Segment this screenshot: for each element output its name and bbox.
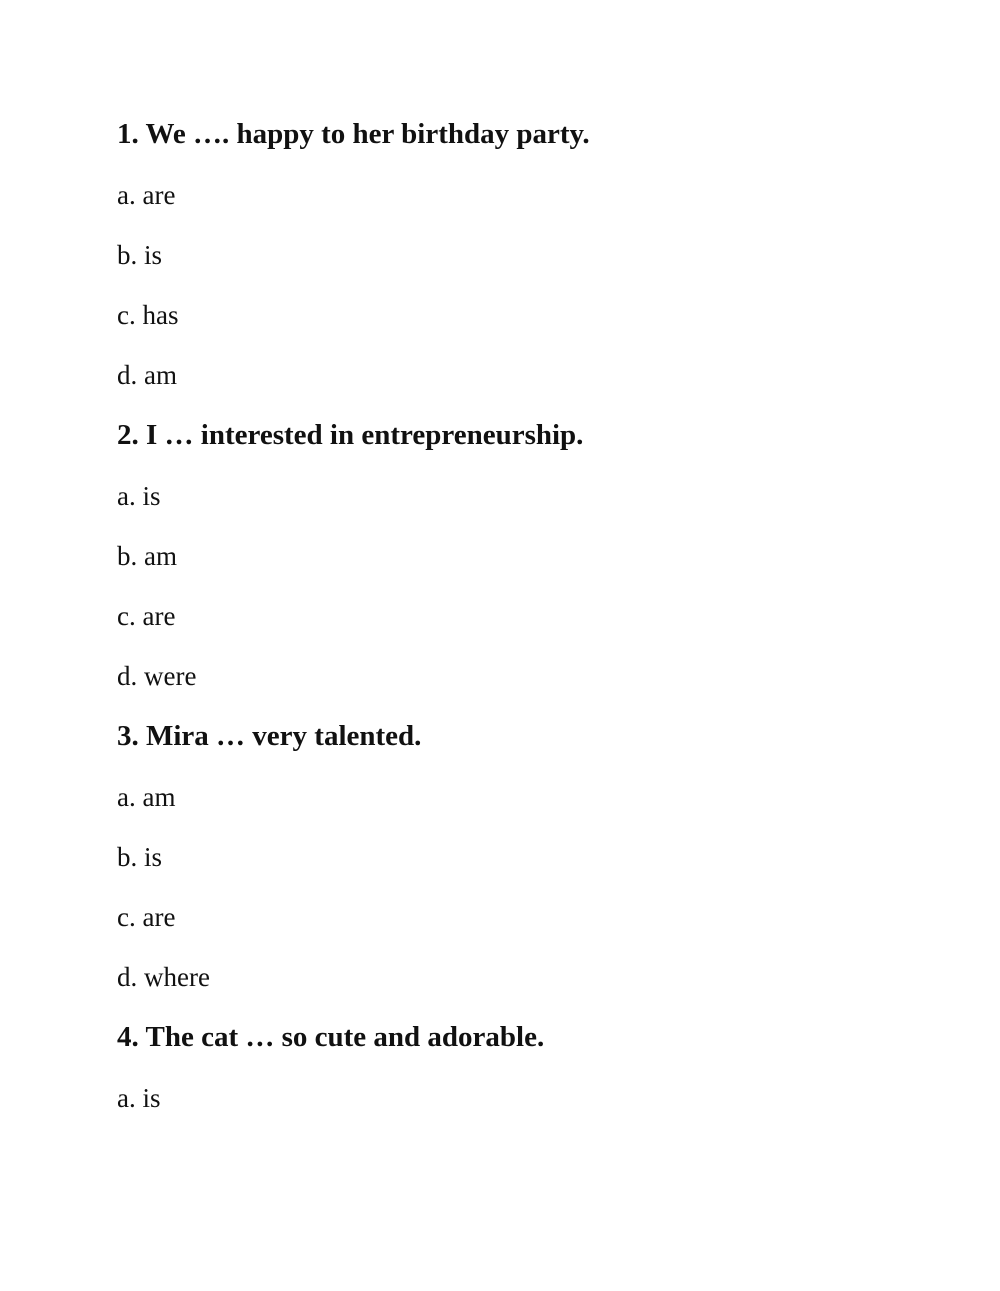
question-4-option-a: a. is bbox=[117, 1083, 161, 1113]
question-2-option-a: a. is bbox=[117, 481, 161, 511]
question-4: 4. The cat … so cute and adorable. bbox=[117, 1021, 545, 1053]
question-1-option-d: d. am bbox=[117, 360, 177, 390]
question-1: 1. We …. happy to her birthday party. bbox=[117, 118, 590, 150]
question-1-option-a: a. are bbox=[117, 180, 176, 210]
question-2: 2. I … interested in entrepreneurship. bbox=[117, 419, 584, 451]
question-2-option-c: c. are bbox=[117, 601, 176, 631]
question-3-option-d: d. where bbox=[117, 962, 210, 992]
question-1-option-b: b. is bbox=[117, 240, 163, 270]
question-3-option-c: c. are bbox=[117, 902, 176, 932]
question-3-option-b: b. is bbox=[117, 842, 163, 872]
question-1-option-c: c. has bbox=[117, 300, 179, 330]
question-2-option-d: d. were bbox=[117, 661, 197, 691]
question-3: 3. Mira … very talented. bbox=[117, 720, 422, 752]
question-2-option-b: b. am bbox=[117, 541, 177, 571]
question-3-option-a: a. am bbox=[117, 782, 176, 812]
